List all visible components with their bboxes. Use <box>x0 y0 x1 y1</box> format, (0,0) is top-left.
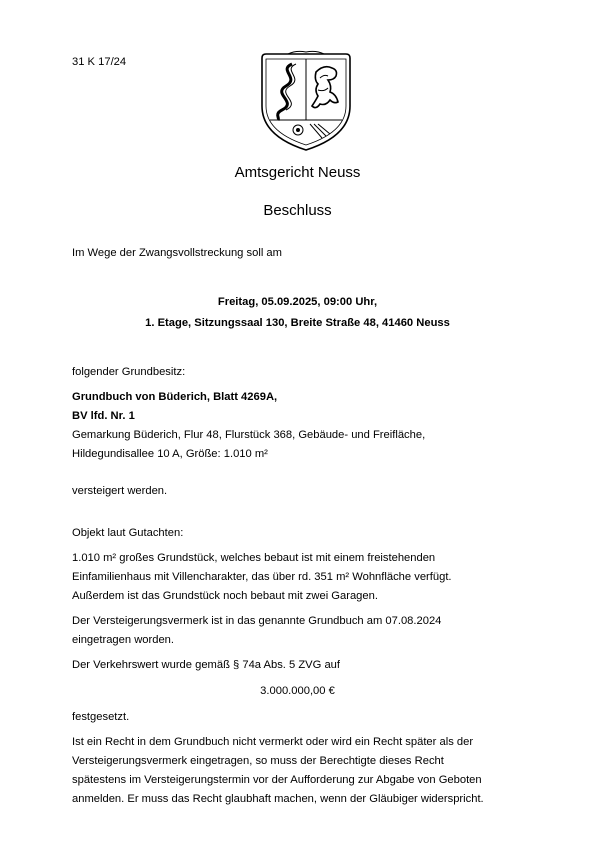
appraisal-line: 1.010 m² großes Grundstück, welches bebaut ist mit einem freistehenden <box>72 552 436 564</box>
auction-text: versteigert werden. <box>72 485 168 497</box>
court-name: Amtsgericht Neuss <box>234 164 361 181</box>
appraisal-heading: Objekt laut Gutachten: <box>72 527 184 539</box>
appointment-location: 1. Etage, Sitzungssaal 130, Breite Straße 48, 41460 Neuss <box>145 317 450 329</box>
value-intro: Der Verkehrswert wurde gemäß § 74a Abs. 5 ZVG auf <box>72 659 341 671</box>
document-title: Beschluss <box>263 202 332 219</box>
coat-of-arms-emblem <box>258 50 354 154</box>
file-number: 31 K 17/24 <box>72 56 127 68</box>
rights-line: Ist ein Recht in dem Grundbuch nicht vermerkt oder wird ein Recht später als der <box>72 736 474 748</box>
property-intro: folgender Grundbesitz: <box>72 366 186 378</box>
appraisal-line: Außerdem ist das Grundstück noch bebaut mit zwei Garagen. <box>72 590 378 602</box>
intro-text: Im Wege der Zwangsvollstreckung soll am <box>72 247 282 259</box>
property-register: Grundbuch von Büderich, Blatt 4269A, <box>72 391 278 403</box>
coat-of-arms-icon <box>258 50 354 154</box>
rights-line: anmelden. Er muss das Recht glaubhaft machen, wenn der Gläubiger widerspricht. <box>72 793 484 805</box>
property-description-line: Gemarkung Büderich, Flur 48, Flurstück 368, Gebäude- und Freifläche, <box>72 429 426 441</box>
rights-line: Versteigerungsvermerk eingetragen, so muss der Berechtigte dieses Recht <box>72 755 444 767</box>
property-description-line: Hildegundisallee 10 A, Größe: 1.010 m² <box>72 448 268 460</box>
rights-line: spätestens im Versteigerungstermin vor der Aufforderung zur Abgabe von Geboten <box>72 774 482 786</box>
market-value: 3.000.000,00 € <box>260 685 335 697</box>
registration-line: eingetragen worden. <box>72 634 175 646</box>
appraisal-line: Einfamilienhaus mit Villencharakter, das über rd. 351 m² Wohnfläche verfügt. <box>72 571 452 583</box>
appointment-date-time: Freitag, 05.09.2025, 09:00 Uhr, <box>217 296 378 308</box>
property-inventory: BV lfd. Nr. 1 <box>72 410 135 422</box>
value-outro: festgesetzt. <box>72 711 130 723</box>
registration-line: Der Versteigerungsvermerk ist in das genannte Grundbuch am 07.08.2024 <box>72 615 442 627</box>
